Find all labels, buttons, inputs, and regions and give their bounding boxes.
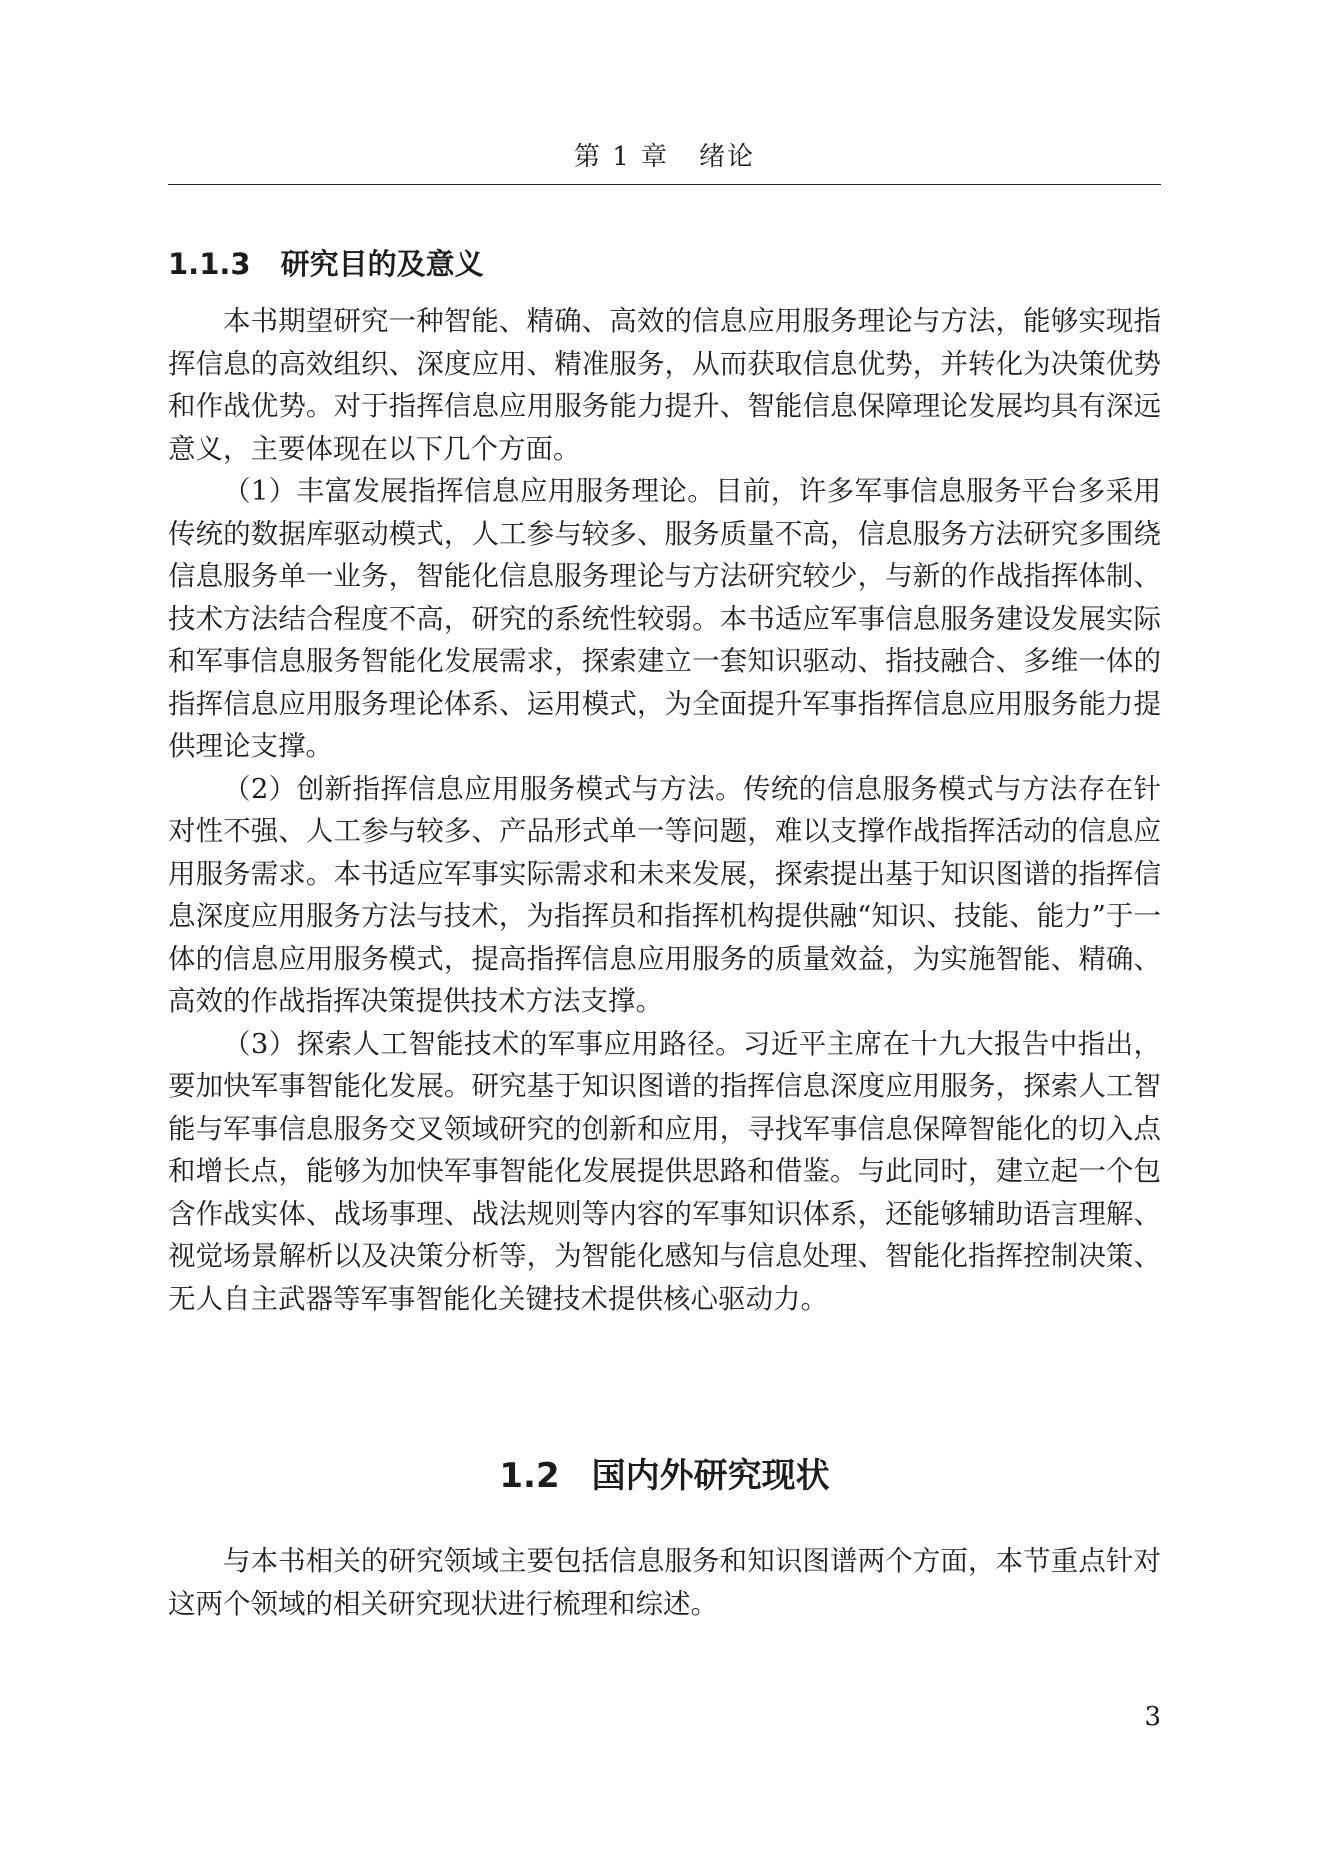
section-number: 1.1.3: [168, 247, 251, 281]
running-header-chapter-number: 第 1 章: [573, 142, 670, 172]
section-title: 研究目的及意义: [280, 247, 484, 281]
header-rule: [168, 184, 1161, 185]
running-header: [168, 140, 1161, 174]
section-body-1-2: [168, 1540, 1161, 1625]
paragraph-point-3: （3）探索人工智能技术的军事应用路径。习近平主席在十九大报告中指出，要加快军事智能化发展。研究基于知识图谱的指挥信息深度应用服务，探索人工智能与军事信息服务交叉领域研究的创新和应用，寻找军事信息保障智能化的切入点和增长点，能够为加快军事智能化发展提供思路和借鉴。与此同时，建立起一个包含作战实体、战场事理、战法规则等内容的军事知识体系，还能够辅助语言理解、视觉场景解析以及决策分析等，为智能化感知与信息处理、智能化指挥控制决策、无人自主武器等军事智能化关键技术提供核心驱动力。: [168, 1027, 1161, 1315]
section-heading-1-2: [168, 1452, 1161, 1500]
page-number: 3: [1144, 1702, 1161, 1732]
running-header-chapter-title: 绪论: [699, 142, 756, 172]
paragraph-point-1: （1）丰富发展指挥信息应用服务理论。目前，许多军事信息服务平台多采用传统的数据库驱动模式，人工参与较多、服务质量不高，信息服务方法研究多围绕信息服务单一业务，智能化信息服务理论与方法研究较少，与新的作战指挥体制、技术方法结合程度不高，研究的系统性较弱。本书适应军事信息服务建设发展实际和军事信息服务智能化发展需求，探索建立一套知识驱动、指技融合、多维一体的指挥信息应用服务理论体系、运用模式，为全面提升军事指挥信息应用服务能力提供理论支撑。: [168, 475, 1161, 762]
section-title: 国内外研究现状: [591, 1456, 830, 1496]
paragraph-intro: 本书期望研究一种智能、精确、高效的信息应用服务理论与方法，能够实现指挥信息的高效组织、深度应用、精准服务，从而获取信息优势，并转化为决策优势和作战优势。对于指挥信息应用服务能力提升、智能信息保障理论发展均具有深远意义，主要体现在以下几个方面。: [168, 305, 1161, 465]
section-body-1-1-3: [168, 300, 1161, 1320]
section-number: 1.2: [499, 1456, 560, 1496]
paragraph-overview: 与本书相关的研究领域主要包括信息服务和知识图谱两个方面，本节重点针对这两个领域的相关研究现状进行梳理和综述。: [168, 1545, 1161, 1620]
section-heading-1-1-3: [168, 244, 484, 284]
paragraph-point-2: （2）创新指挥信息应用服务模式与方法。传统的信息服务模式与方法存在针对性不强、人工参与较多、产品形式单一等问题，难以支撑作战指挥活动的信息应用服务需求。本书适应军事实际需求和未来发展，探索提出基于知识图谱的指挥信息深度应用服务方法与技术，为指挥员和指挥机构提供融“知识、技能、能力”于一体的信息应用服务模式，提高指挥信息应用服务的质量效益，为实施智能、精确、高效的作战指挥决策提供技术方法支撑。: [168, 772, 1161, 1017]
